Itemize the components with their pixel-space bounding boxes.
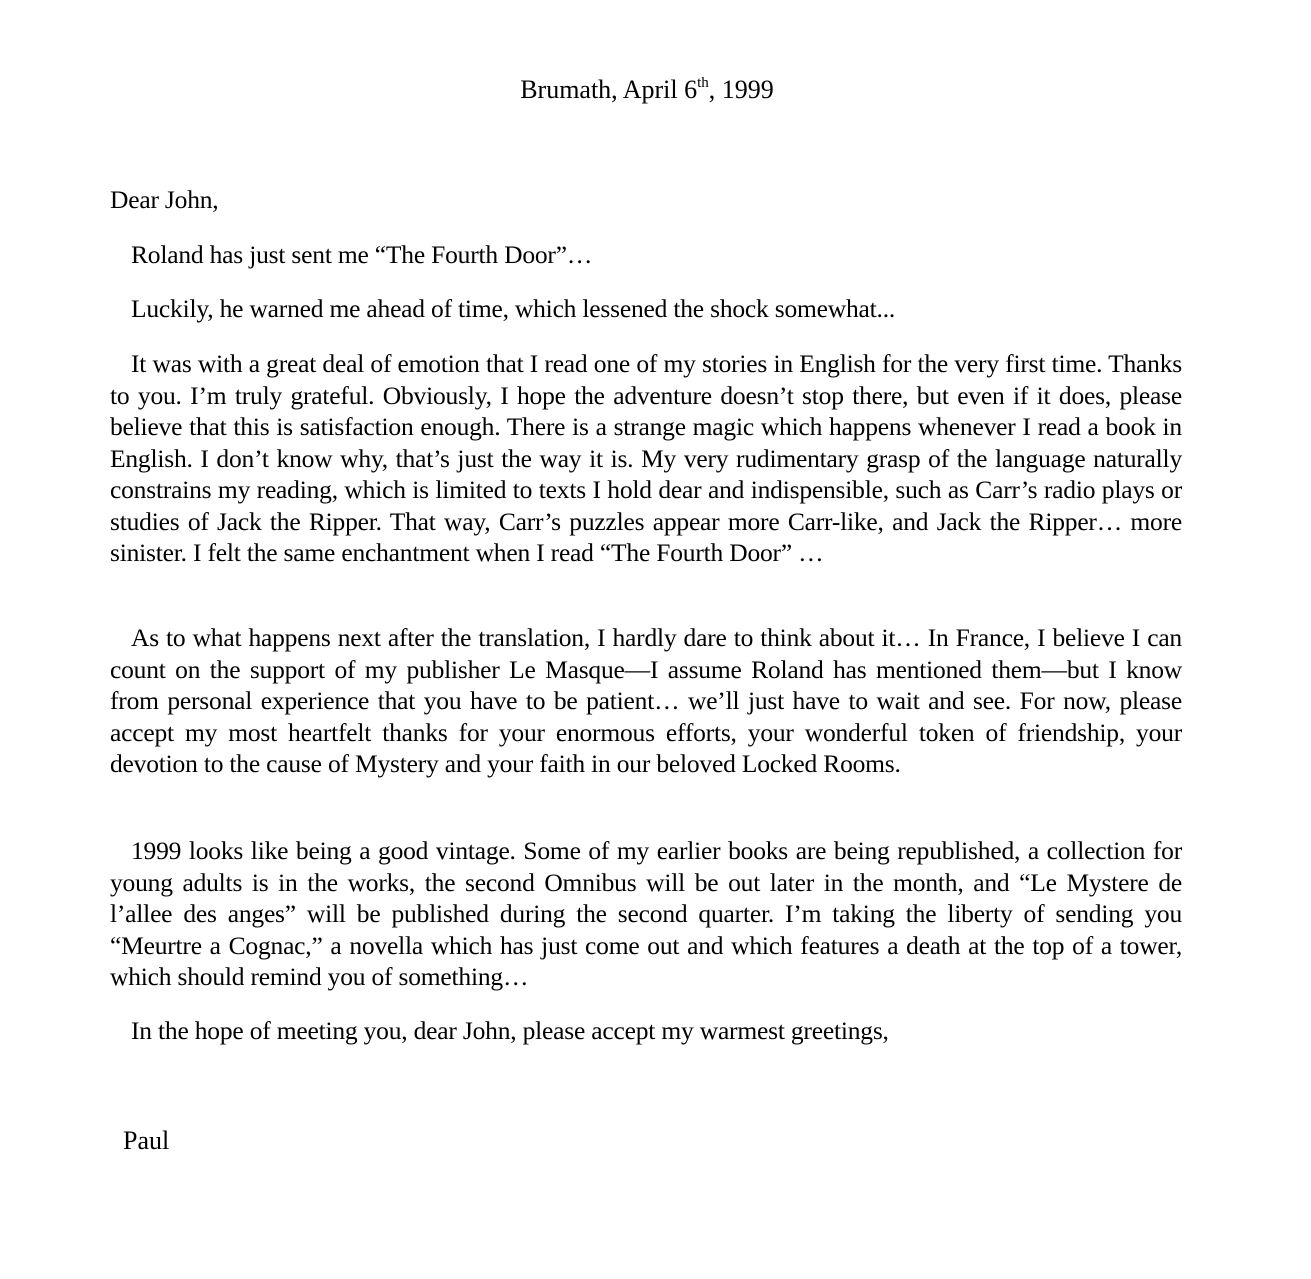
salutation: Dear John, [110,185,219,214]
signature: Paul [123,1126,170,1155]
dateline [0,72,1294,108]
paragraph-received-book: Roland has just sent me “The Fourth Door”… [131,240,593,269]
paragraph-emotion: It was with a great deal of emotion that I read one of my stories in English for the very first time. Thanks to you. I’m truly grateful. Obviously, I hope the adventure doesn’t stop there, but even if it does, please believe that this is satisfaction enough. There is a strange magic which happens whenever I read a book in English. I don’t know why, that’s just the way it is. My very rudimentary grasp of the language naturally constrains my reading, which is limited to texts I hold dear and indispensible, such as Carr’s radio plays or studies of Jack the Ripper. That way, Carr’s puzzles appear more Carr-like, and Jack the Ripper… more sinister. I felt the same enchantment when I read “The Fourth Door” … [110,349,1182,567]
dateline-ordinal: th [697,75,709,91]
paragraph-warned: Luckily, he warned me ahead of time, which lessened the shock somewhat... [131,294,896,323]
dateline-year: , 1999 [708,75,774,104]
dateline-place-date: Brumath, April 6 [520,75,698,104]
paragraph-next-steps: As to what happens next after the translation, I hardly dare to think about it… In France, I believe I can count on the support of my publisher Le Masque—I assume Roland has mentioned them—but I know from personal experience that you have to be patient… we’ll just have to wait and see. For now, please accept my most heartfelt thanks for your enormous efforts, your wonderful token of friendship, your devotion to the cause of Mystery and your faith in our beloved Locked Rooms. [110,623,1182,778]
paragraph-closing: In the hope of meeting you, dear John, please accept my warmest greetings, [131,1016,889,1045]
paragraph-1999-vintage: 1999 looks like being a good vintage. Some of my earlier books are being republished, a collection for young adults is in the works, the second Omnibus will be out later in the month, and “Le Mystere de l’allee des anges” will be published during the second quarter. I’m taking the liberty of sending you “Meurtre a Cognac,” a novella which has just come out and which features a death at the top of a tower, which should remind you of something… [110,836,1182,991]
